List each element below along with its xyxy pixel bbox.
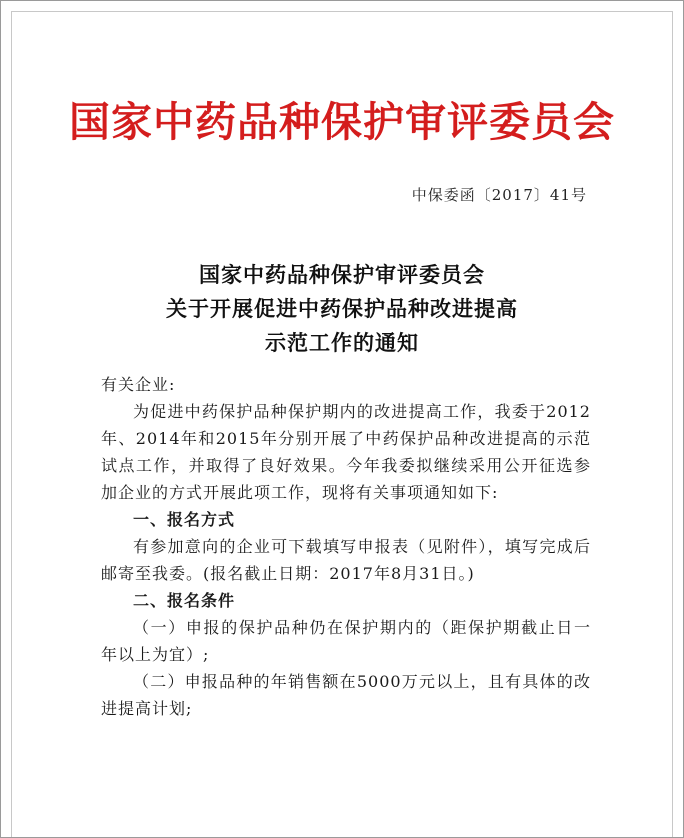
document-number: 中保委函〔2017〕41号 bbox=[411, 186, 587, 204]
registration-method-paragraph: 有参加意向的企业可下载填写申报表（见附件），填写完成后邮寄至我委。(报名截止日期：2017年8月31日。) bbox=[101, 537, 591, 583]
notice-title-line-3: 示范工作的通知 bbox=[265, 330, 419, 355]
condition-item-2: （二）申报品种的年销售额在5000万元以上，且有具体的改进提高计划; bbox=[101, 672, 591, 718]
issuing-org-title: 国家中药品种保护审评委员会 bbox=[69, 98, 615, 146]
section-heading-registration-conditions: 二、报名条件 bbox=[133, 591, 236, 610]
notice-title-line-2: 关于开展促进中药保护品种改进提高 bbox=[166, 296, 518, 321]
notice-body bbox=[101, 371, 591, 722]
intro-paragraph: 为促进中药保护品种保护期内的改进提高工作，我委于2012年、2014年和2015年分别开展了中药保护品种改进提高的示范试点工作，并取得了良好效果。今年我委拟继续采用公开征选参加企业的方式开展此项工作，现将有关事项通知如下: bbox=[101, 402, 591, 502]
salutation: 有关企业: bbox=[101, 375, 176, 394]
notice-title bbox=[1, 258, 683, 360]
section-heading-registration-method: 一、报名方式 bbox=[133, 510, 236, 529]
condition-item-1: （一）申报的保护品种仍在保护期内的（距保护期截止日一年以上为宜）; bbox=[101, 618, 591, 664]
notice-title-line-1: 国家中药品种保护审评委员会 bbox=[199, 262, 485, 287]
